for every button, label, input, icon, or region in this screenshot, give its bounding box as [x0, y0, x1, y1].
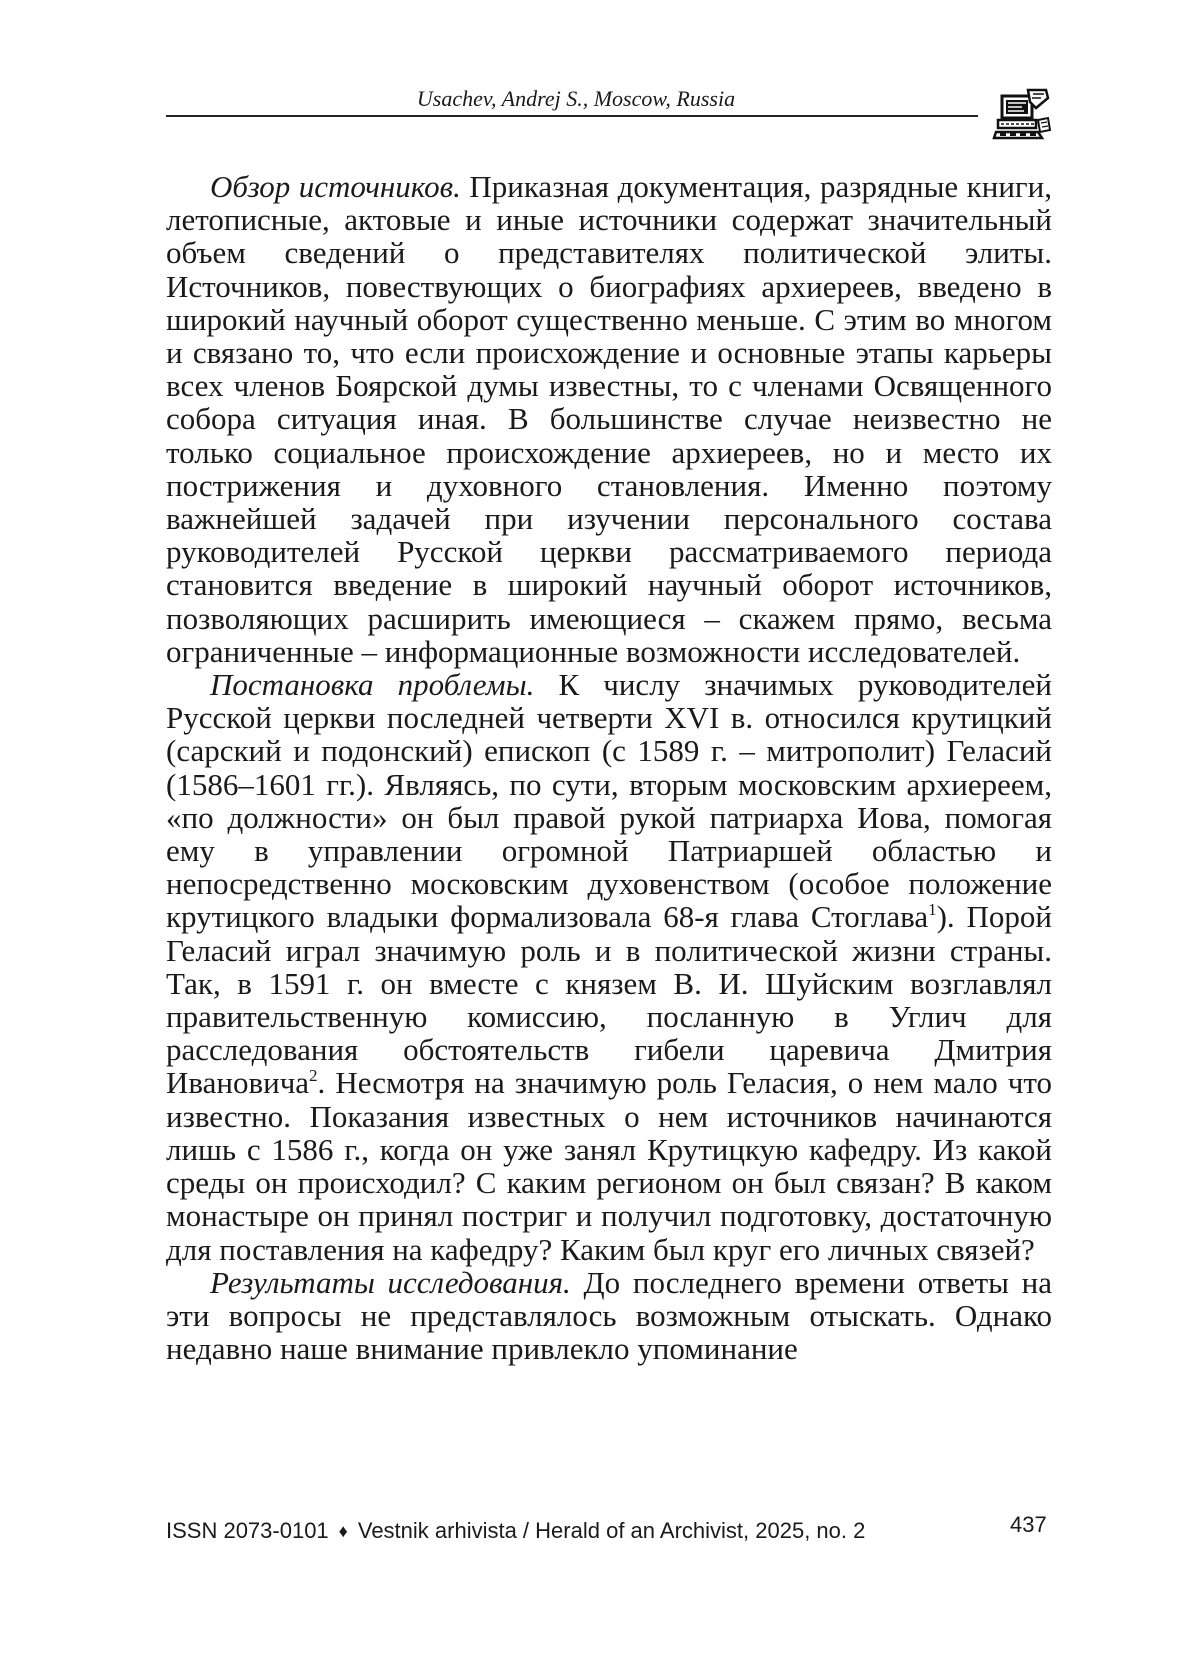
section-heading-results: Результаты исследования.	[210, 1264, 571, 1300]
paragraph-results	[166, 1266, 1052, 1366]
paragraph-text: ). Порой Геласий играл значимую роль и в политической жизни страны. Так, в 1591 г. он вместе с князем В. И. Шуйским возглавлял правительственную комиссию, посланную в Углич для расследования обстоятельств гибели царевича Дмитрия Ивановича	[166, 899, 1053, 1101]
computer-archive-icon	[992, 86, 1052, 146]
footnote-ref-2[interactable]: 2	[309, 1066, 318, 1086]
paragraph-problem-statement	[166, 668, 1052, 1266]
running-header: Usachev, Andrej S., Moscow, Russia	[416, 86, 736, 111]
section-heading-source-review: Обзор источников.	[210, 169, 461, 204]
footer-journal: Vestnik arhivista / Herald of an Archivist, 2025, no. 2	[357, 1518, 866, 1543]
header-rule	[166, 115, 978, 117]
paragraph-text: Приказная документация, разрядные книги, летописные, актовые и иные источники содержат значительный объем сведений о представителях политической элиты. Источников, повествующих о биографиях архиереев, введено в широкий научный оборот существенно меньше. С этим во многом и связано то, что если происхождение и основные этапы карьеры всех членов Боярской думы известны, то с членами Освященного собора ситуация иная. В большинстве случае неизвестно не только социальное происхождение архиереев, но и место их пострижения и духовного становления. Именно поэтому важнейшей задачей при изучении персонального состава руководителей Русской церкви рассматриваемого периода становится введение в широкий научный оборот источников, позволяющих расширить имеющиеся – скажем прямо, весьма ограниченные – информационные возможности исследователей.	[166, 169, 1052, 669]
footnote-ref-1[interactable]: 1	[928, 900, 937, 920]
paragraph-text: К числу значимых руководителей Русской церкви последней четверти XVI в. относился крутицкий (сарский и подонский) епископ (с 1589 г. – митрополит) Геласий (1586–1601 гг.). Являясь, по сути, вторым московским архиереем, «по должности» он был правой рукой патриарха Иова, помогая ему в управлении огромной Патриаршей областью и непосредственно московским духовенством (особое положение крутицкого владыки формализовала 68-я глава Стоглава	[166, 667, 1052, 935]
diamond-separator-icon: ♦	[338, 1521, 348, 1541]
page-number: 437	[1010, 1512, 1047, 1537]
footer-issn: ISSN 2073-0101	[166, 1518, 329, 1543]
paragraph-source-review	[166, 170, 1052, 668]
footer-citation	[166, 1518, 865, 1545]
article-body	[166, 170, 1052, 1365]
paragraph-text: . Несмотря на значимую роль Геласия, о нем мало что известно. Показания известных о нем источников начинаются лишь с 1586 г., когда он уже занял Крутицкую кафедру. Из какой среды он происходил? С каким регионом он был связан? В каком монастыре он принял постриг и получил подготовку, достаточную для поставления на кафедру? Каким был круг его личных связей?	[166, 1065, 1052, 1267]
section-heading-problem-statement: Постановка проблемы.	[210, 667, 535, 703]
paragraph-text: До последнего времени ответы на эти вопросы не представлялось возможным отыскать. Однако недавно наше внимание привлекло упоминание	[166, 1264, 1052, 1367]
